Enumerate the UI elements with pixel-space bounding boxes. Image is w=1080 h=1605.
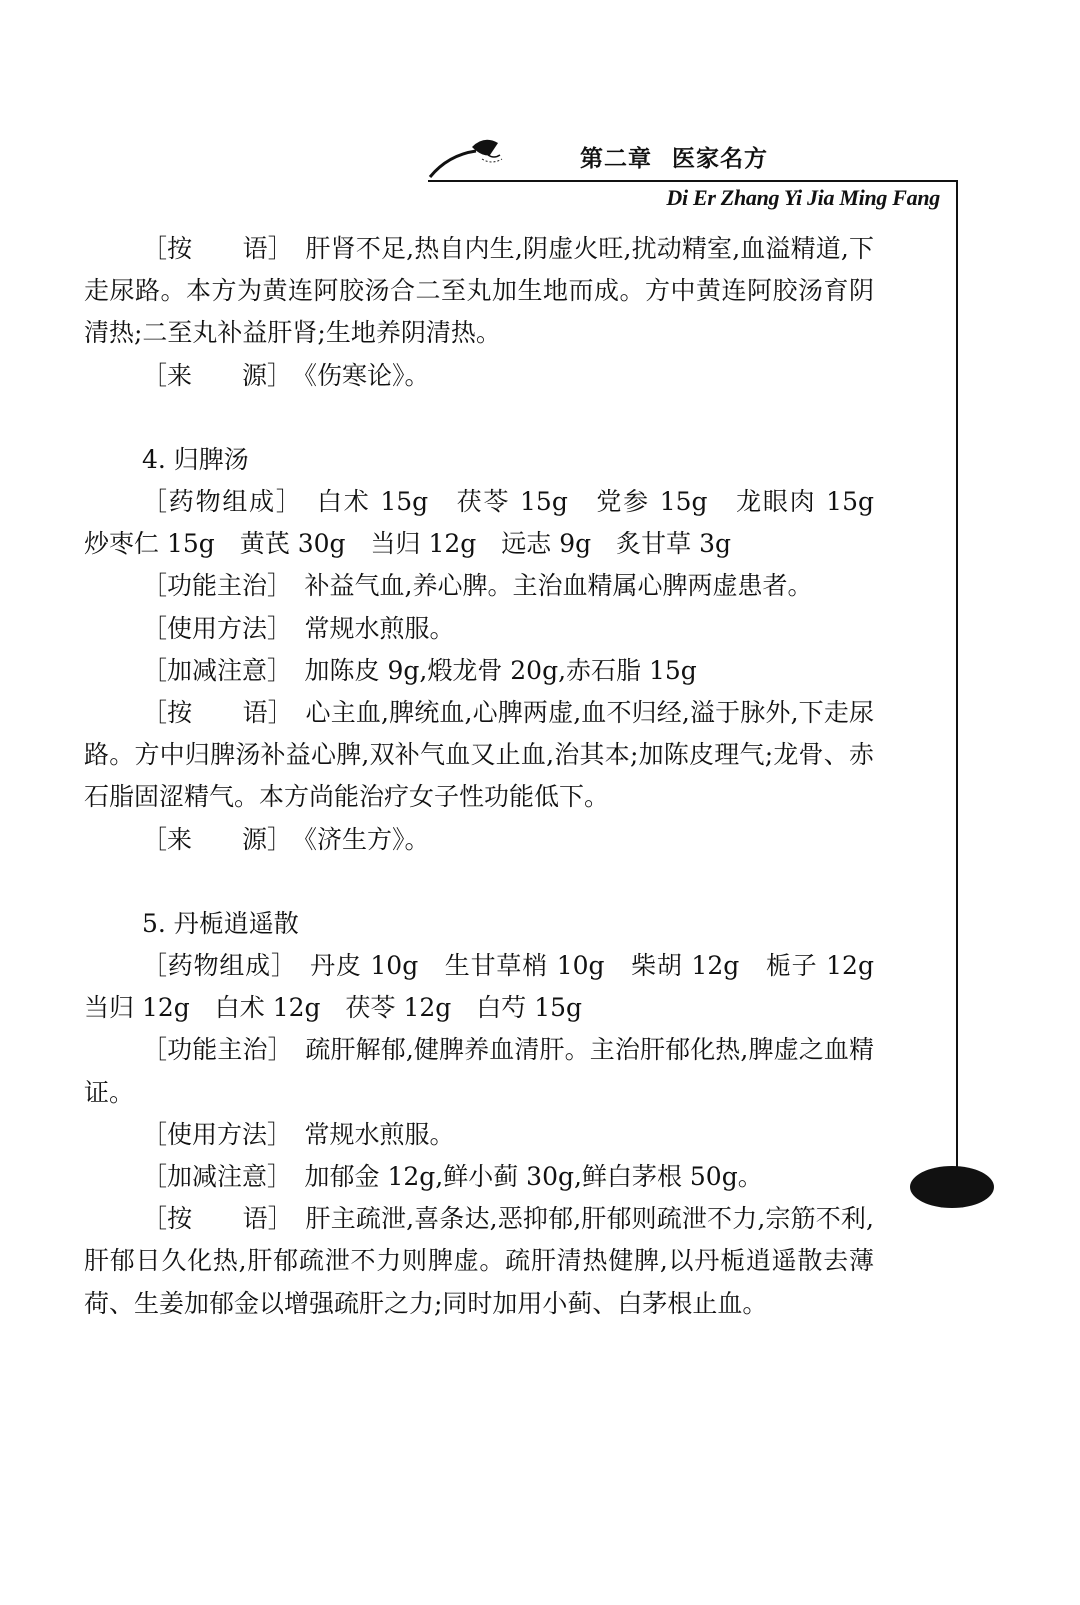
modify-paragraph: ［加减注意］ 加陈皮 9g,煅龙骨 20g,赤石脂 15g <box>142 655 697 685</box>
source-paragraph: ［来 源］ 《伤寒论》。 <box>142 360 430 390</box>
section-title-5: 5. 丹栀逍遥散 <box>142 908 299 938</box>
note-paragraph: ［按 语］ 肝肾不足,热自内生,阴虚火旺,扰动精室,血溢精道,下走尿路。本方为黄连阿胶汤合二至丸加生地而成。方中黄连阿胶汤育阴清热;二至丸补益肝肾;生地养阴清热。 <box>84 234 874 348</box>
running-header-chapter <box>580 140 768 173</box>
modify-paragraph: ［加减注意］ 加郁金 12g,鲜小蓟 30g,鲜白茅根 50g。 <box>142 1162 763 1192</box>
source-paragraph: ［来 源］ 《济生方》。 <box>142 824 430 854</box>
function-paragraph: ［功能主治］ 补益气血,养心脾。主治血精属心脾两虚患者。 <box>142 571 813 601</box>
note-paragraph: ［按 语］ 心主血,脾统血,心脾两虚,血不归经,溢于脉外,下走尿路。方中归脾汤补益心脾,双补气血又止血,治其本;加陈皮理气;龙骨、赤石脂固涩精气。本方尚能治疗女子性功能低下。 <box>84 698 874 812</box>
thumb-tab-marker <box>910 1166 994 1208</box>
ingredients-paragraph: ［药物组成］ 白术 15g 茯苓 15g 党参 15g 龙眼肉 15g 炒枣仁 15g 黄芪 30g 当归 12g 远志 9g 炙甘草 3g <box>84 487 899 559</box>
page-body <box>84 228 899 1325</box>
note-paragraph: ［按 语］ 肝主疏泄,喜条达,恶抑郁,肝郁则疏泄不力,宗筋不利,肝郁日久化热,肝郁疏泄不力则脾虚。疏肝清热健脾,以丹栀逍遥散去薄荷、生姜加郁金以增强疏肝之力;同时加用小蓟、白茅根止血。 <box>84 1204 874 1318</box>
function-paragraph: ［功能主治］ 疏肝解郁,健脾养血清肝。主治肝郁化热,脾虚之血精证。 <box>84 1035 874 1107</box>
chapter-title: 医家名方 <box>672 145 768 172</box>
side-rule <box>956 180 958 1190</box>
usage-paragraph: ［使用方法］ 常规水煎服。 <box>142 613 455 643</box>
running-header-pinyin: Di Er Zhang Yi Jia Ming Fang <box>666 185 940 210</box>
chapter-number: 第二章 <box>580 145 652 172</box>
usage-paragraph: ［使用方法］ 常规水煎服。 <box>142 1119 455 1149</box>
ingredients-paragraph: ［药物组成］ 丹皮 10g 生甘草梢 10g 柴胡 12g 栀子 12g 当归 12g 白术 12g 茯苓 12g 白芍 15g <box>84 951 899 1023</box>
lamp-logo-icon <box>428 133 508 181</box>
header-rule <box>428 180 958 182</box>
section-title-4: 4. 归脾汤 <box>142 444 249 474</box>
